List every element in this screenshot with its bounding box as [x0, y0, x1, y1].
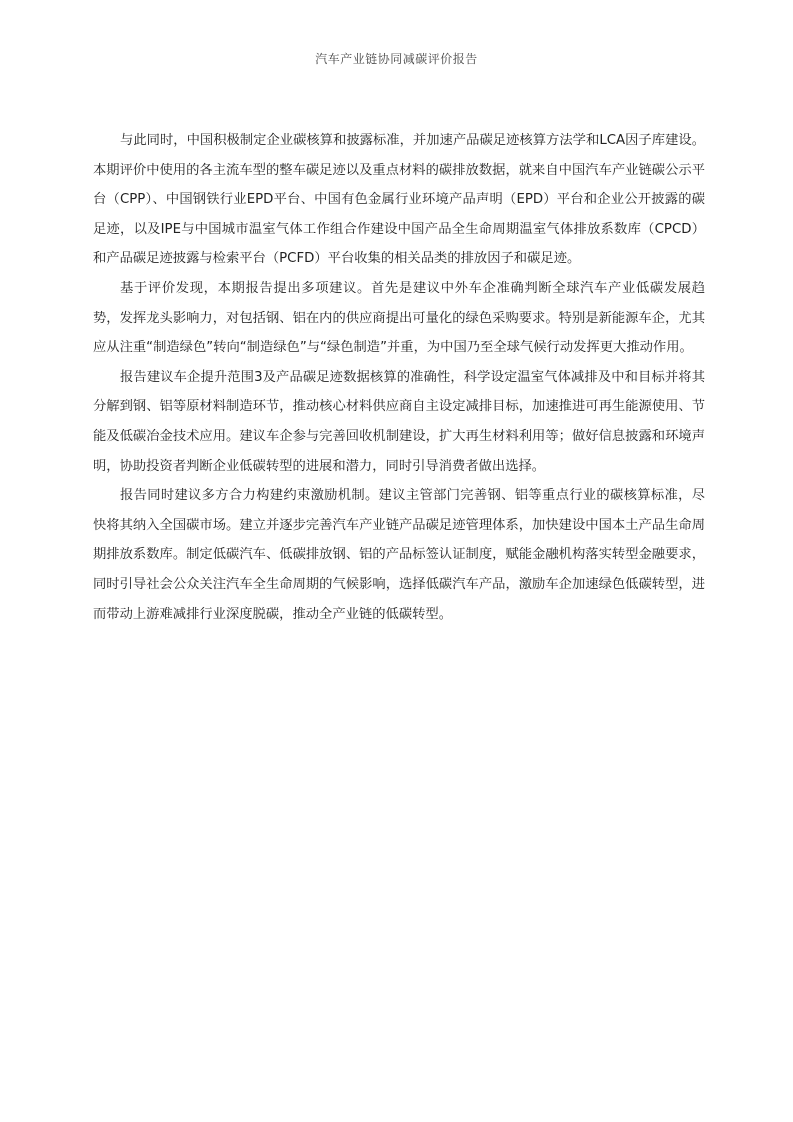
- paragraph-incentive-mechanism: 报告同时建议多方合力构建约束激励机制。建议主管部门完善钢、铝等重点行业的碳核算标准，尽快将其纳入全国碳市场。建立并逐步完善汽车产业链产品碳足迹管理体系，加快建设中国本土产品生命周期排放系数库。制定低碳汽车、低碳排放钢、铝的产品标签认证制度，赋能金融机构落实转型金融要求，同时引导社会公众关注汽车全生命周期的气候影响，选择低碳汽车产品，激励车企加速绿色低碳转型，进而带动上游难减排行业深度脱碳，推动全产业链的低碳转型。: [93, 488, 705, 622]
- document-body: [93, 126, 705, 629]
- paragraph-cpp-data-sources: 与此同时，中国积极制定企业碳核算和披露标准，并加速产品碳足迹核算方法学和LCA因子库建设。本期评价中使用的各主流车型的整车碳足迹以及重点材料的碳排放数据，就来自中国汽车产业链碳公示平台（CPP）、中国钢铁行业EPD平台、中国有色金属行业环境产品声明（EPD）平台和企业公开披露的碳足迹，以及IPE与中国城市温室气体工作组合作建设中国产品全生命周期温室气体排放系数库（CPCD）和产品碳足迹披露与检索平台（PCFD）平台收集的相关品类的排放因子和碳足迹。: [93, 133, 705, 267]
- page-header-title: 汽车产业链协同减碳评价报告: [315, 52, 478, 66]
- paragraph-recommendations-overview: 基于评价发现，本期报告提出多项建议。首先是建议中外车企准确判断全球汽车产业低碳发展趋势，发挥龙头影响力，对包括钢、铝在内的供应商提出可量化的绿色采购要求。特别是新能源车企，尤其应从注重“制造绿色”转向“制造绿色”与“绿色制造”并重，为中国乃至全球气候行动发挥更大推动作用。: [93, 280, 705, 356]
- paragraph-scope3-recommendation: 报告建议车企提升范围3及产品碳足迹数据核算的准确性，科学设定温室气体减排及中和目标并将其分解到钢、铝等原材料制造环节，推动核心材料供应商自主设定减排目标，加速推进可再生能源使用、节能及低碳冶金技术应用。建议车企参与完善回收机制建设，扩大再生材料利用等；做好信息披露和环境声明，协助投资者判断企业低碳转型的进展和潜力，同时引导消费者做出选择。: [93, 369, 705, 474]
